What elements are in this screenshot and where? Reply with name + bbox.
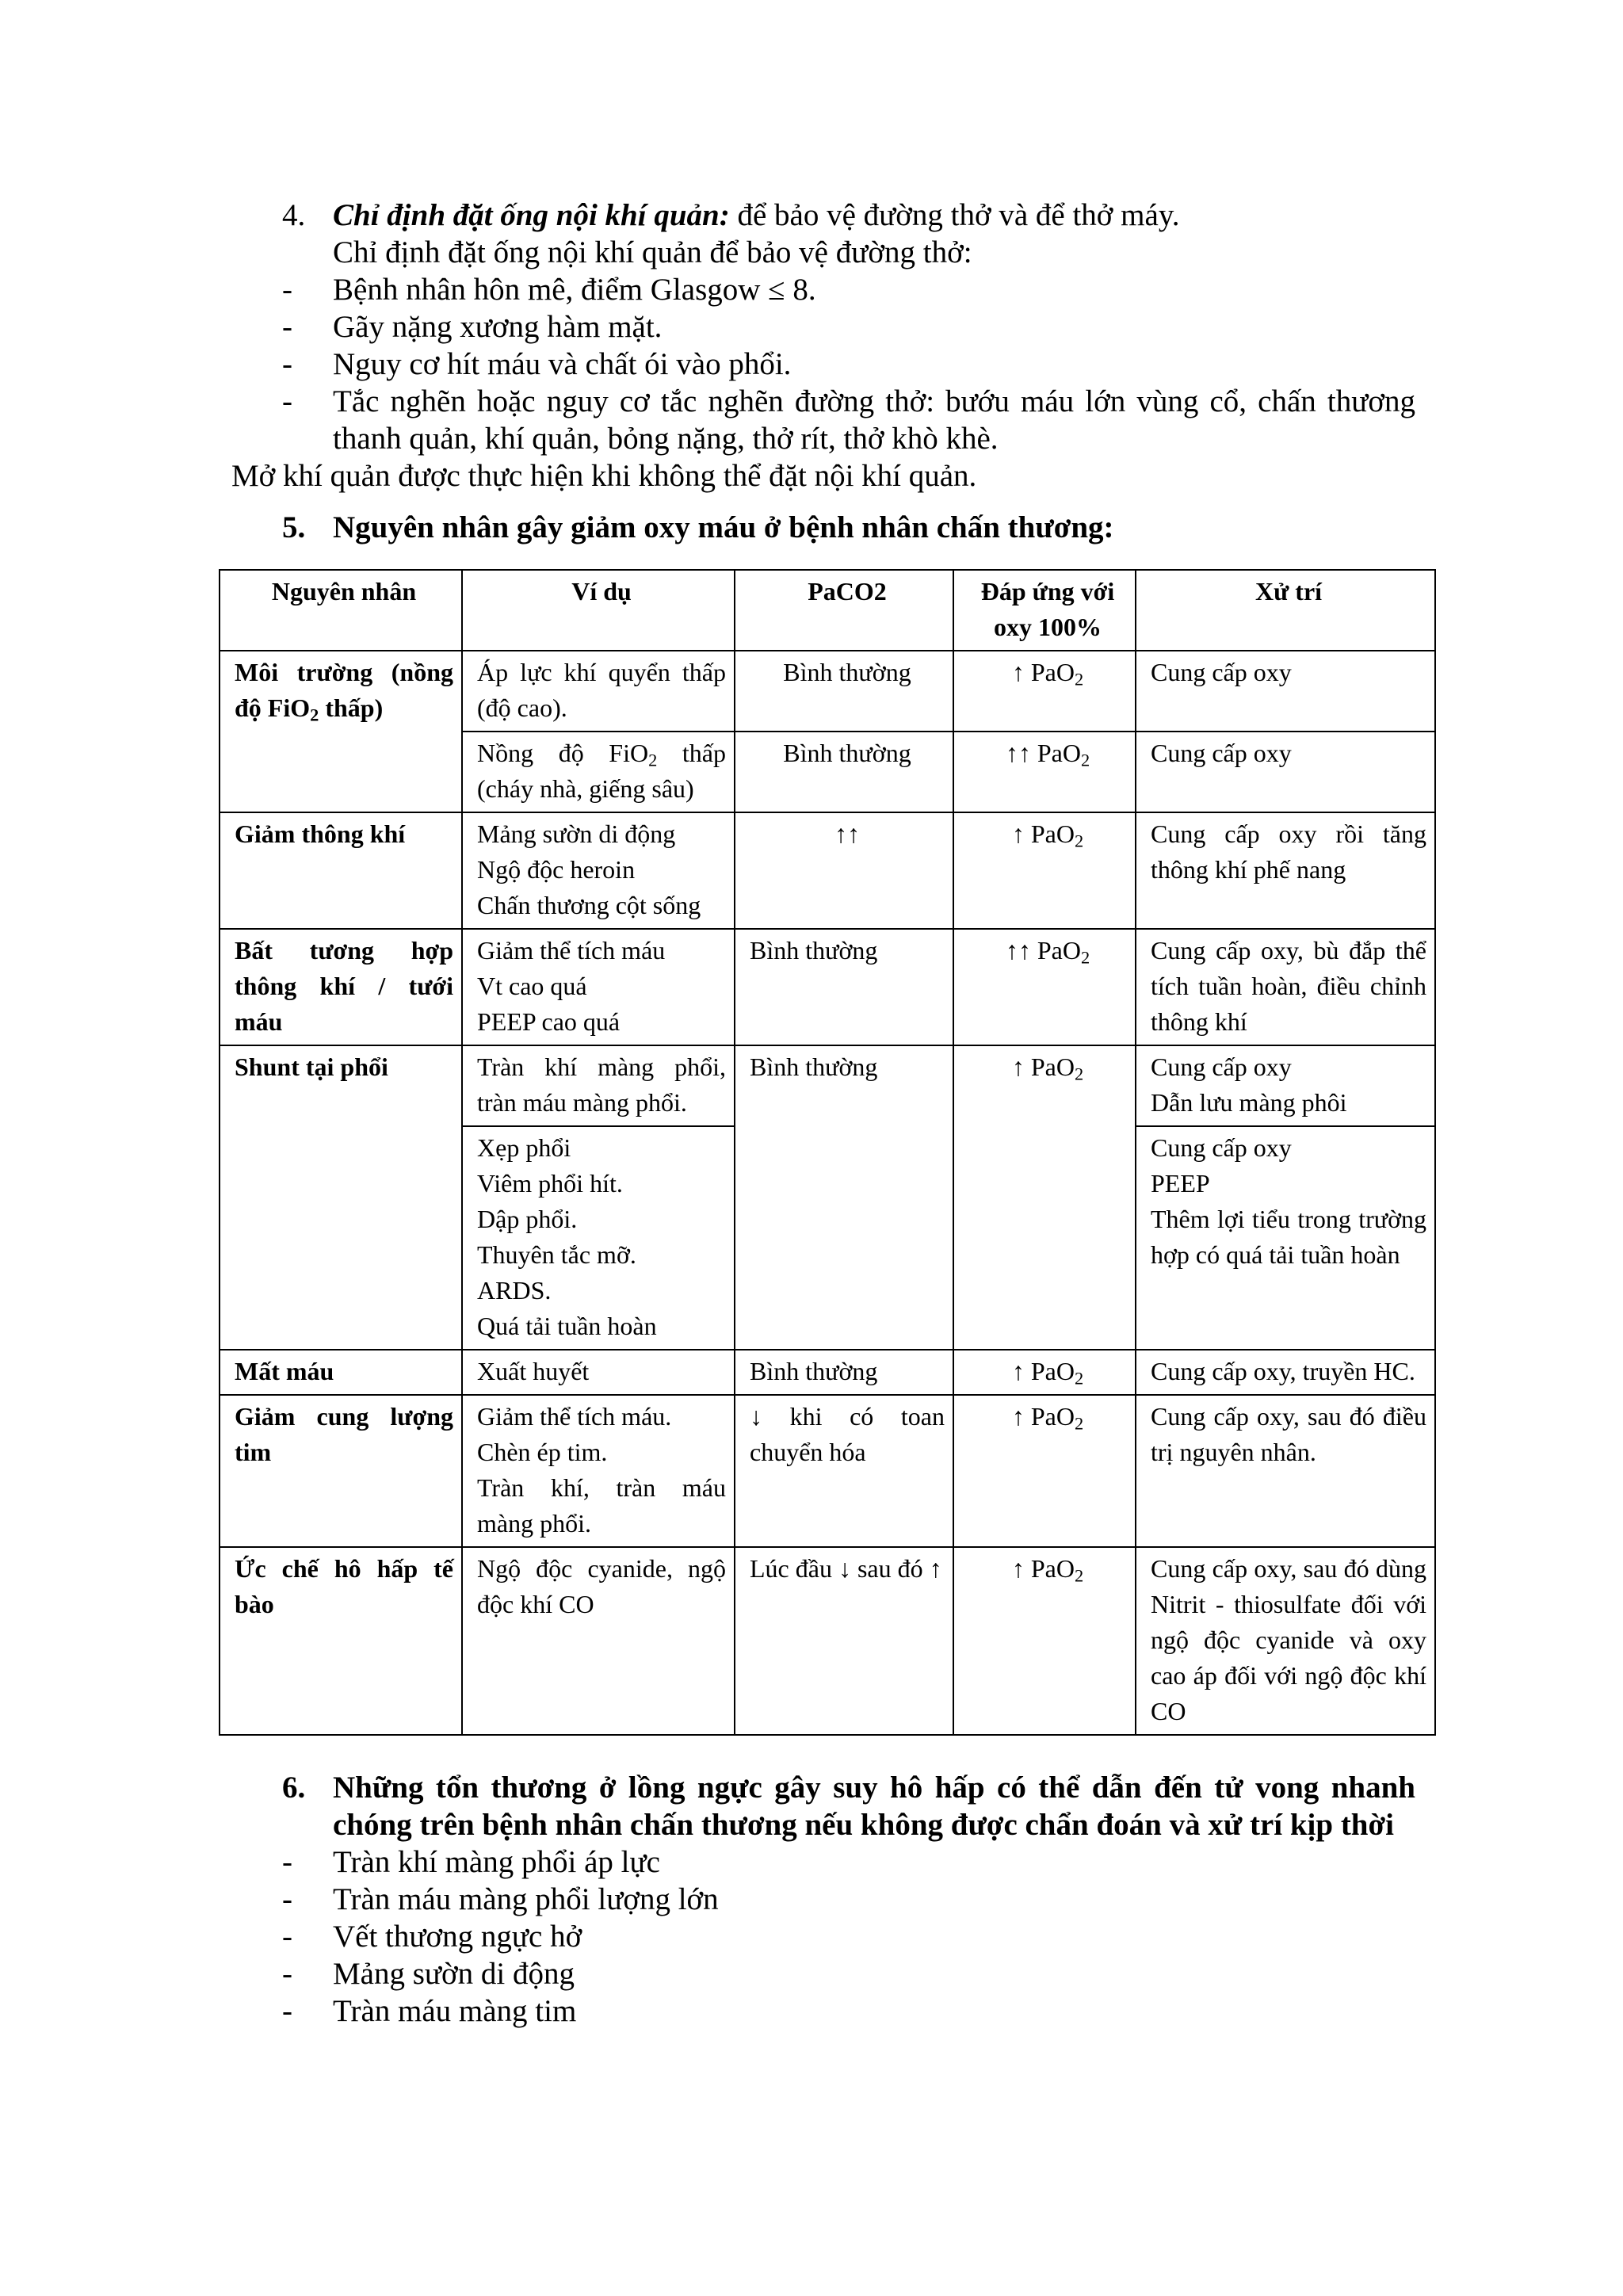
response-cell: ↑ PaO$_2$ — [953, 1395, 1136, 1547]
paco2-cell: Bình thường — [735, 929, 953, 1045]
response-cell: ↑ PaO$_2$ — [953, 812, 1136, 929]
paco2-cell: ↓ khi có toan chuyển hóa — [735, 1395, 953, 1547]
bullet-item: - Gãy nặng xương hàm mặt. — [282, 310, 663, 344]
section-title-rest: để bảo vệ đường thở và để thở máy. — [729, 198, 1180, 232]
hypoxemia-causes-table — [219, 569, 1436, 1736]
section-6 — [282, 1769, 1415, 2030]
section-6-heading — [282, 1769, 1415, 1843]
example-cell: Xẹp phổi Viêm phổi hít. Dập phổi. Thuyên tắc mỡ. ARDS. Quá tải tuần hoàn — [462, 1126, 735, 1350]
table-row — [220, 1547, 1435, 1735]
treatment-cell: Cung cấp oxy PEEP Thêm lợi tiểu trong trường hợp có quá tải tuần hoàn — [1136, 1126, 1435, 1350]
response-cell: ↑↑ PaO$_2$ — [953, 929, 1136, 1045]
cause-cell: Bất tương hợp thông khí / tưới máu — [220, 929, 462, 1045]
section-number: 4. — [282, 198, 306, 232]
section-title: Nguyên nhân gây giảm oxy máu ở bệnh nhân chấn thương: — [333, 510, 1114, 544]
treatment-cell: Cung cấp oxy, bù đắp thể tích tuần hoàn, điều chỉnh thông khí — [1136, 929, 1435, 1045]
cause-cell: Giảm thông khí — [220, 812, 462, 929]
bullet-item: - Tắc nghẽn hoặc nguy cơ tắc nghẽn đường thở: bướu máu lớn vùng cổ, chấn thương thanh quản, khí quản, bỏng nặng, thở rít, thở khò khè. — [282, 384, 1415, 456]
section-4-heading — [282, 197, 1415, 234]
bullet-item: - Vết thương ngực hở — [282, 1920, 582, 1954]
paco2-cell: Bình thường — [735, 651, 953, 732]
table-row — [220, 812, 1435, 929]
table-row — [220, 929, 1435, 1045]
treatment-cell: Cung cấp oxy — [1136, 651, 1435, 732]
example-cell: Xuất huyết — [462, 1350, 735, 1395]
response-cell: ↑ PaO$_2$ — [953, 1547, 1136, 1735]
table-row — [220, 651, 1435, 732]
header-paco2: PaCO2 — [735, 570, 953, 651]
table-row — [220, 1395, 1435, 1547]
paco2-cell: ↑↑ — [735, 812, 953, 929]
treatment-cell: Cung cấp oxy, sau đó dùng Nitrit - thiosulfate đối với ngộ độc cyanide và oxy cao áp đối với ngộ độc khí CO — [1136, 1547, 1435, 1735]
cause-cell: Shunt tại phổi — [220, 1045, 462, 1350]
response-cell: ↑ PaO$_2$ — [953, 651, 1136, 732]
example-cell: Áp lực khí quyển thấp (độ cao). — [462, 651, 735, 732]
paco2-cell: Bình thường — [735, 1350, 953, 1395]
example-cell: Ngộ độc cyanide, ngộ độc khí CO — [462, 1547, 735, 1735]
treatment-cell: Cung cấp oxy — [1136, 732, 1435, 812]
cause-cell: Mất máu — [220, 1350, 462, 1395]
section-number: 5. — [282, 510, 306, 544]
header-cause: Nguyên nhân — [220, 570, 462, 651]
paco2-cell: Bình thường — [735, 1045, 953, 1350]
bullet-item: - Nguy cơ hít máu và chất ói vào phổi. — [282, 347, 792, 381]
bullet-item: - Tràn khí màng phổi áp lực — [282, 1845, 660, 1879]
section-number: 6. — [282, 1771, 306, 1805]
table-row — [220, 1350, 1435, 1395]
section-5-heading — [282, 509, 1415, 546]
section-subtitle: Chỉ định đặt ống nội khí quản để bảo vệ đường thở: — [333, 235, 972, 269]
response-cell: ↑ PaO$_2$ — [953, 1045, 1136, 1350]
paco2-cell: Bình thường — [735, 732, 953, 812]
example-cell: Mảng sườn di động Ngộ độc heroin Chấn thương cột sống — [462, 812, 735, 929]
treatment-cell: Cung cấp oxy, truyền HC. — [1136, 1350, 1435, 1395]
cause-cell: Ức chế hô hấp tế bào — [220, 1547, 462, 1735]
table-header-row — [220, 570, 1435, 651]
paco2-cell: Lúc đầu ↓ sau đó ↑ — [735, 1547, 953, 1735]
section-5 — [282, 509, 1415, 546]
bullet-item: - Tràn máu màng tim — [282, 1994, 577, 2028]
cause-cell: Môi trường (nồng độ FiO$_2$ thấp) — [220, 651, 462, 812]
example-cell: Nồng độ FiO$_2$ thấp (cháy nhà, giếng sâu) — [462, 732, 735, 812]
treatment-cell: Cung cấp oxy Dẫn lưu màng phôi — [1136, 1045, 1435, 1126]
header-example: Ví dụ — [462, 570, 735, 651]
bullet-item: - Mảng sườn di động — [282, 1957, 575, 1991]
section-note: Mở khí quản được thực hiện khi không thể đặt nội khí quản. — [231, 459, 977, 493]
treatment-cell: Cung cấp oxy, sau đó điều trị nguyên nhân. — [1136, 1395, 1435, 1547]
header-oxygen-response: Đáp ứng với oxy 100% — [953, 570, 1136, 651]
bullet-item: - Bệnh nhân hôn mê, điểm Glasgow ≤ 8. — [282, 273, 816, 307]
section-4 — [231, 197, 1415, 495]
cause-cell: Giảm cung lượng tim — [220, 1395, 462, 1547]
response-cell: ↑ PaO$_2$ — [953, 1350, 1136, 1395]
example-cell: Giảm thể tích máu Vt cao quá PEEP cao quá — [462, 929, 735, 1045]
section-title: Những tổn thương ở lồng ngực gây suy hô hấp có thể dẫn đến tử vong nhanh chóng trên bệnh nhân chấn thương nếu không được chẩn đoán và xử trí kịp thời — [333, 1771, 1415, 1842]
example-cell: Tràn khí màng phổi, tràn máu màng phổi. — [462, 1045, 735, 1126]
table-row — [220, 1045, 1435, 1126]
response-cell: ↑↑ PaO$_2$ — [953, 732, 1136, 812]
header-treatment: Xử trí — [1136, 570, 1435, 651]
bullet-item: - Tràn máu màng phổi lượng lớn — [282, 1882, 719, 1916]
treatment-cell: Cung cấp oxy rồi tăng thông khí phế nang — [1136, 812, 1435, 929]
example-cell: Giảm thể tích máu. Chèn ép tim. Tràn khí, tràn máu màng phổi. — [462, 1395, 735, 1547]
section-title: Chỉ định đặt ống nội khí quản: — [333, 198, 730, 232]
